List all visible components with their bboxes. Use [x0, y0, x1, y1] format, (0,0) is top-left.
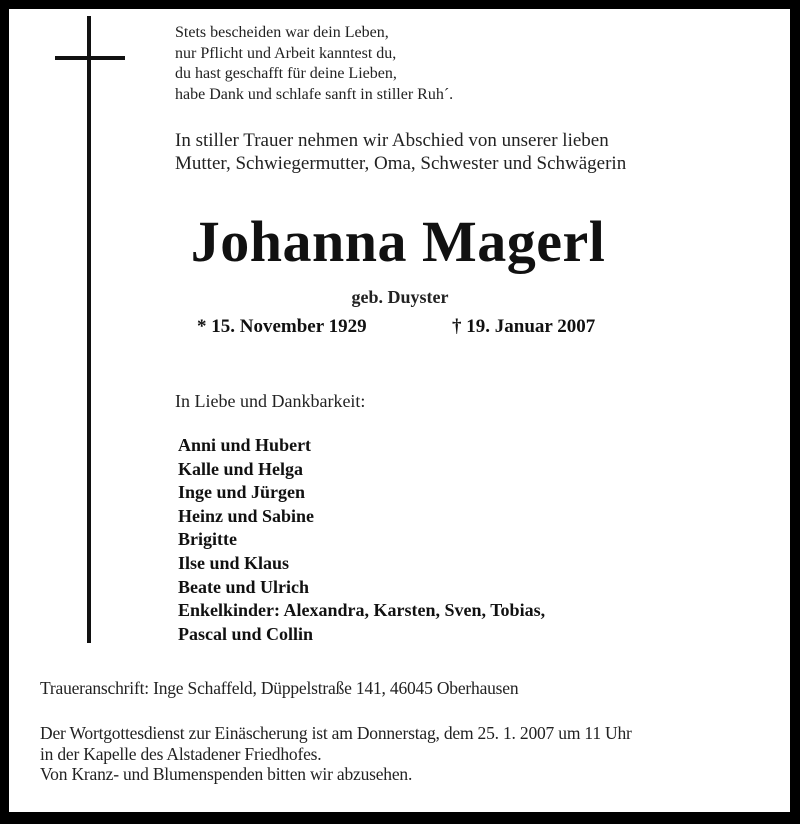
deceased-name — [0, 208, 800, 275]
poem-line: habe Dank und schlafe sanft in stiller Ruh´. — [175, 85, 454, 103]
mourner: Ilse und Klaus — [178, 552, 290, 573]
cross-vertical-bar — [87, 16, 91, 643]
mourner: Enkelkinder: Alexandra, Karsten, Sven, Tobias, — [178, 600, 546, 621]
service-info — [40, 723, 632, 785]
mourner: Pascal und Collin — [178, 623, 314, 644]
service-line: in der Kapelle des Alstadener Friedhofes. — [40, 743, 322, 764]
poem-line: nur Pflicht und Arbeit kanntest du, — [175, 44, 397, 62]
mourner: Heinz und Sabine — [178, 505, 315, 526]
maiden-name: geb. Duyster — [351, 287, 449, 307]
intro-line: In stiller Trauer nehmen wir Abschied von unserer lieben — [175, 130, 609, 151]
poem — [175, 23, 453, 105]
mourners-list — [178, 434, 545, 646]
service-line: Der Wortgottesdienst zur Einäscherung ist am Donnerstag, dem 25. 1. 2007 um 11 Uhr — [40, 723, 632, 743]
birth-date: * 15. November 1929 — [197, 316, 367, 337]
intro-text — [175, 129, 626, 175]
deceased-name-text: Johanna Magerl — [190, 209, 606, 274]
mourner: Anni und Hubert — [178, 435, 312, 455]
mourner: Inge und Jürgen — [178, 482, 306, 503]
mourners-heading: In Liebe und Dankbarkeit: — [175, 391, 366, 411]
poem-line: du hast geschafft für deine Lieben, — [175, 65, 397, 82]
mourner: Brigitte — [178, 529, 237, 550]
poem-line: Stets bescheiden war dein Leben, — [175, 24, 389, 41]
mourner: Beate und Ulrich — [178, 576, 310, 597]
cross-horizontal-bar — [55, 56, 125, 60]
mourner: Kalle und Helga — [178, 458, 304, 479]
death-date: † 19. Januar 2007 — [452, 316, 596, 337]
service-line: Von Kranz- und Blumenspenden bitten wir abzusehen. — [40, 764, 413, 784]
intro-line: Mutter, Schwiegermutter, Oma, Schwester und Schwägerin — [175, 153, 627, 174]
mourning-address: Traueranschrift: Inge Schaffeld, Düppelstraße 141, 46045 Oberhausen — [40, 678, 519, 698]
